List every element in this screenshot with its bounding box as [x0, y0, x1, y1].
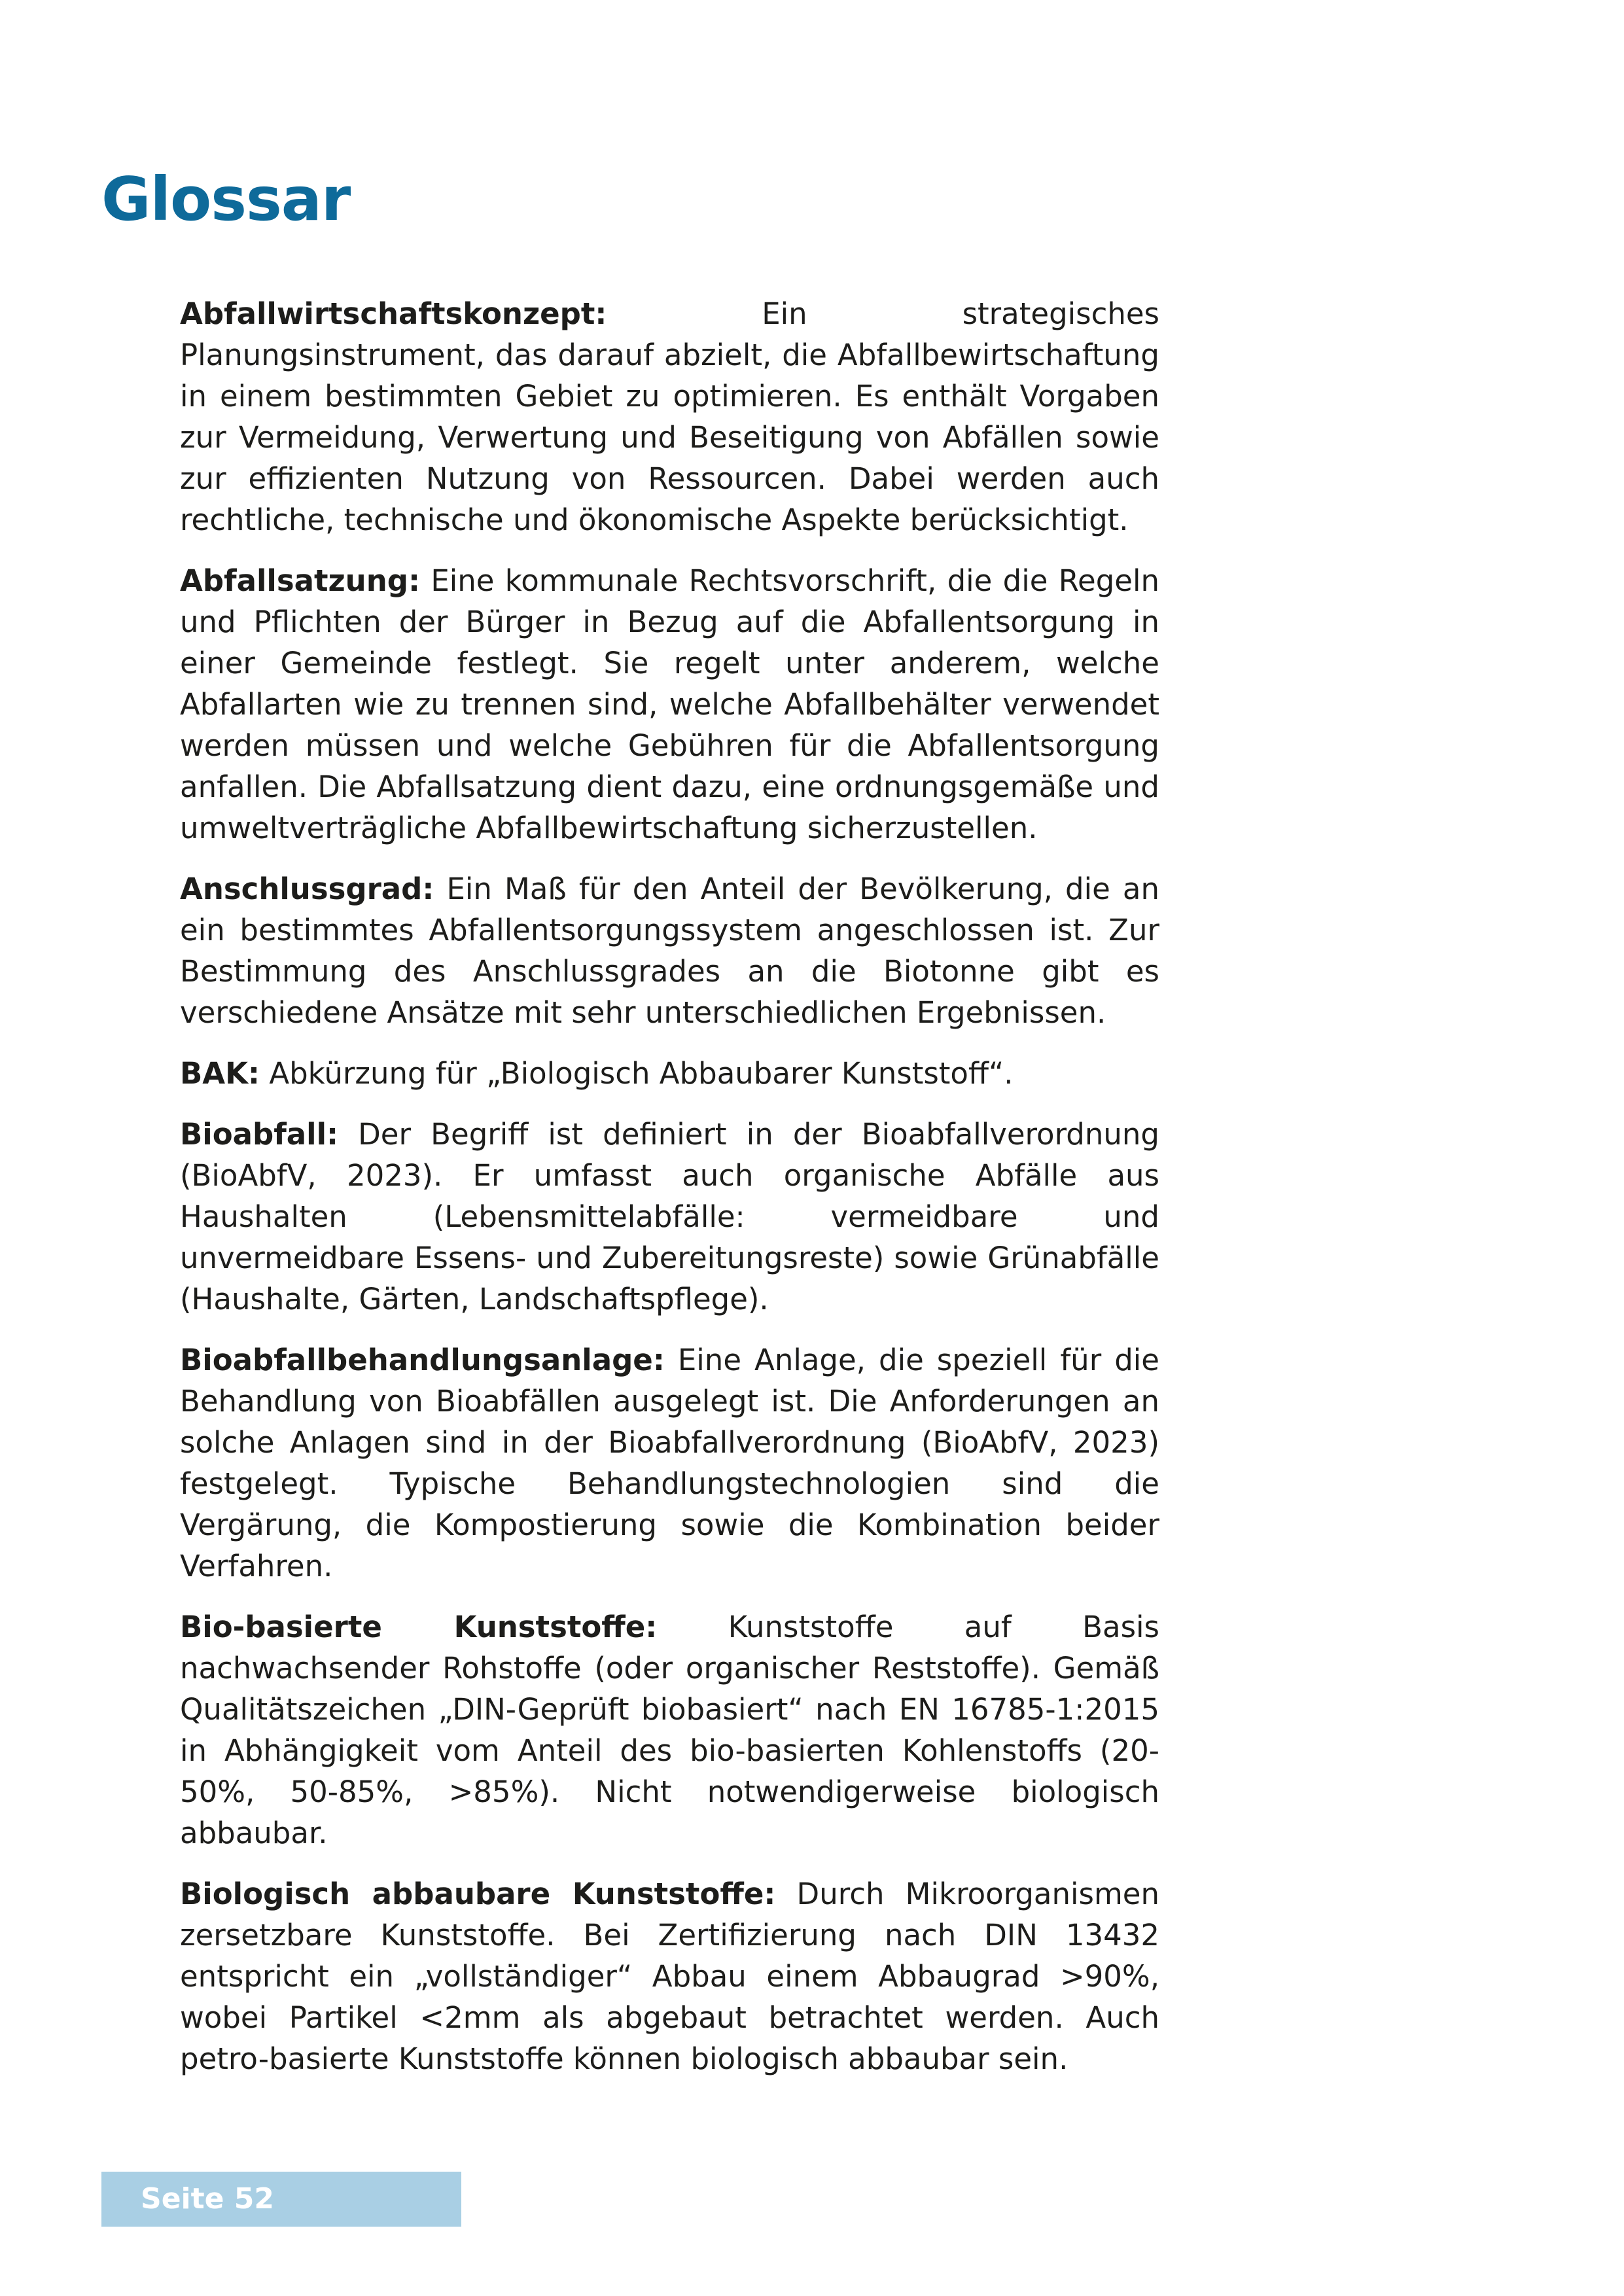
page-footer-bar — [101, 2172, 461, 2227]
glossary-term: Anschlussgrad: — [180, 872, 434, 906]
glossary-term: Bioabfall: — [180, 1117, 339, 1152]
glossary-definition: Ein strategisches Planungsinstrument, das darauf abzielt, die Abfallbewirtschaftung in einem bestimmten Gebiet zu optimieren. Es enthält Vorgaben zur Vermeidung, Verwertung und Beseitigung von Abfällen sowie zur effizienten Nutzung von Ressourcen. Dabei werden auch rechtliche, technische und ökonomische Aspekte berücksichtigt. — [180, 296, 1159, 537]
glossary-entry-bio-basierte-kunststoffe — [180, 1606, 1159, 1854]
page-number: Seite 52 — [141, 2182, 275, 2216]
glossary-definition: Eine Anlage, die speziell für die Behandlung von Bioabfällen ausgelegt ist. Die Anforderungen an solche Anlagen sind in der Bioabfallverordnung (BioAbfV, 2023) festgelegt. Typische Behandlungstechnologien sind die Vergärung, die Kompostierung sowie die Kombination beider Verfahren. — [180, 1343, 1159, 1583]
glossary-term: Abfallwirtschaftskonzept: — [180, 296, 607, 331]
glossary-entry-bak — [180, 1053, 1159, 1094]
glossary-definition: Der Begriff ist definiert in der Bioabfallverordnung (BioAbfV, 2023). Er umfasst auch organische Abfälle aus Haushalten (Lebensmittelabfälle: vermeidbare und unvermeidbare Essens- und Zubereitungsreste) sowie Grünabfälle (Haushalte, Gärten, Landschaftspflege). — [180, 1117, 1159, 1316]
glossary-term: BAK: — [180, 1056, 260, 1091]
glossary-entry-bioabfallbehandlungsanlage — [180, 1339, 1159, 1587]
glossary-definition: Eine kommunale Rechtsvorschrift, die die Regeln und Pflichten der Bürger in Bezug auf die Abfallentsorgung in einer Gemeinde festlegt. Sie regelt unter anderem, welche Abfallarten wie zu trennen sind, welche Abfallbehälter verwendet werden müssen und welche Gebühren für die Abfallentsorgung anfallen. Die Abfallsatzung dient dazu, eine ordnungsgemäße und umweltverträgliche Abfallbewirtschaftung sicherzustellen. — [180, 563, 1159, 845]
glossary-list — [180, 293, 1159, 2099]
glossary-term: Biologisch abbaubare Kunststoffe: — [180, 1877, 776, 1911]
glossary-term: Bio-basierte Kunststoffe: — [180, 1610, 658, 1644]
glossary-definition: Ein Maß für den Anteil der Bevölkerung, die an ein bestimmtes Abfallentsorgungssystem angeschlossen ist. Zur Bestimmung des Anschlussgrades an die Biotonne gibt es verschiedene Ansätze mit sehr unterschiedlichen Ergebnissen. — [180, 872, 1159, 1030]
glossary-definition: Abkürzung für „Biologisch Abbaubarer Kunststoff“. — [269, 1056, 1014, 1091]
glossary-entry-abfallwirtschaftskonzept — [180, 293, 1159, 540]
glossary-term: Abfallsatzung: — [180, 563, 420, 598]
glossary-entry-anschlussgrad — [180, 868, 1159, 1033]
glossary-term: Bioabfallbehandlungsanlage: — [180, 1343, 665, 1377]
glossary-definition: Kunststoffe auf Basis nachwachsender Rohstoffe (oder organischer Reststoffe). Gemäß Qualitätszeichen „DIN-Geprüft biobasiert“ nach EN 16785-1:2015 in Abhängigkeit vom Anteil des bio-basierten Kohlenstoffs (20-50%, 50-85%, >85%). Nicht notwendigerweise biologisch abbaubar. — [180, 1610, 1159, 1850]
glossary-entry-biologisch-abbaubare-kunststoffe — [180, 1873, 1159, 2079]
glossary-entry-bioabfall — [180, 1114, 1159, 1320]
glossary-entry-abfallsatzung — [180, 560, 1159, 849]
page-title: Glossar — [101, 164, 351, 234]
glossary-definition: Durch Mikroorganismen zersetzbare Kunststoffe. Bei Zertifizierung nach DIN 13432 entspricht ein „vollständiger“ Abbau einem Abbaugrad >90%, wobei Partikel <2mm als abgebaut betrachtet werden. Auch petro-basierte Kunststoffe können biologisch abbaubar sein. — [180, 1877, 1160, 2076]
